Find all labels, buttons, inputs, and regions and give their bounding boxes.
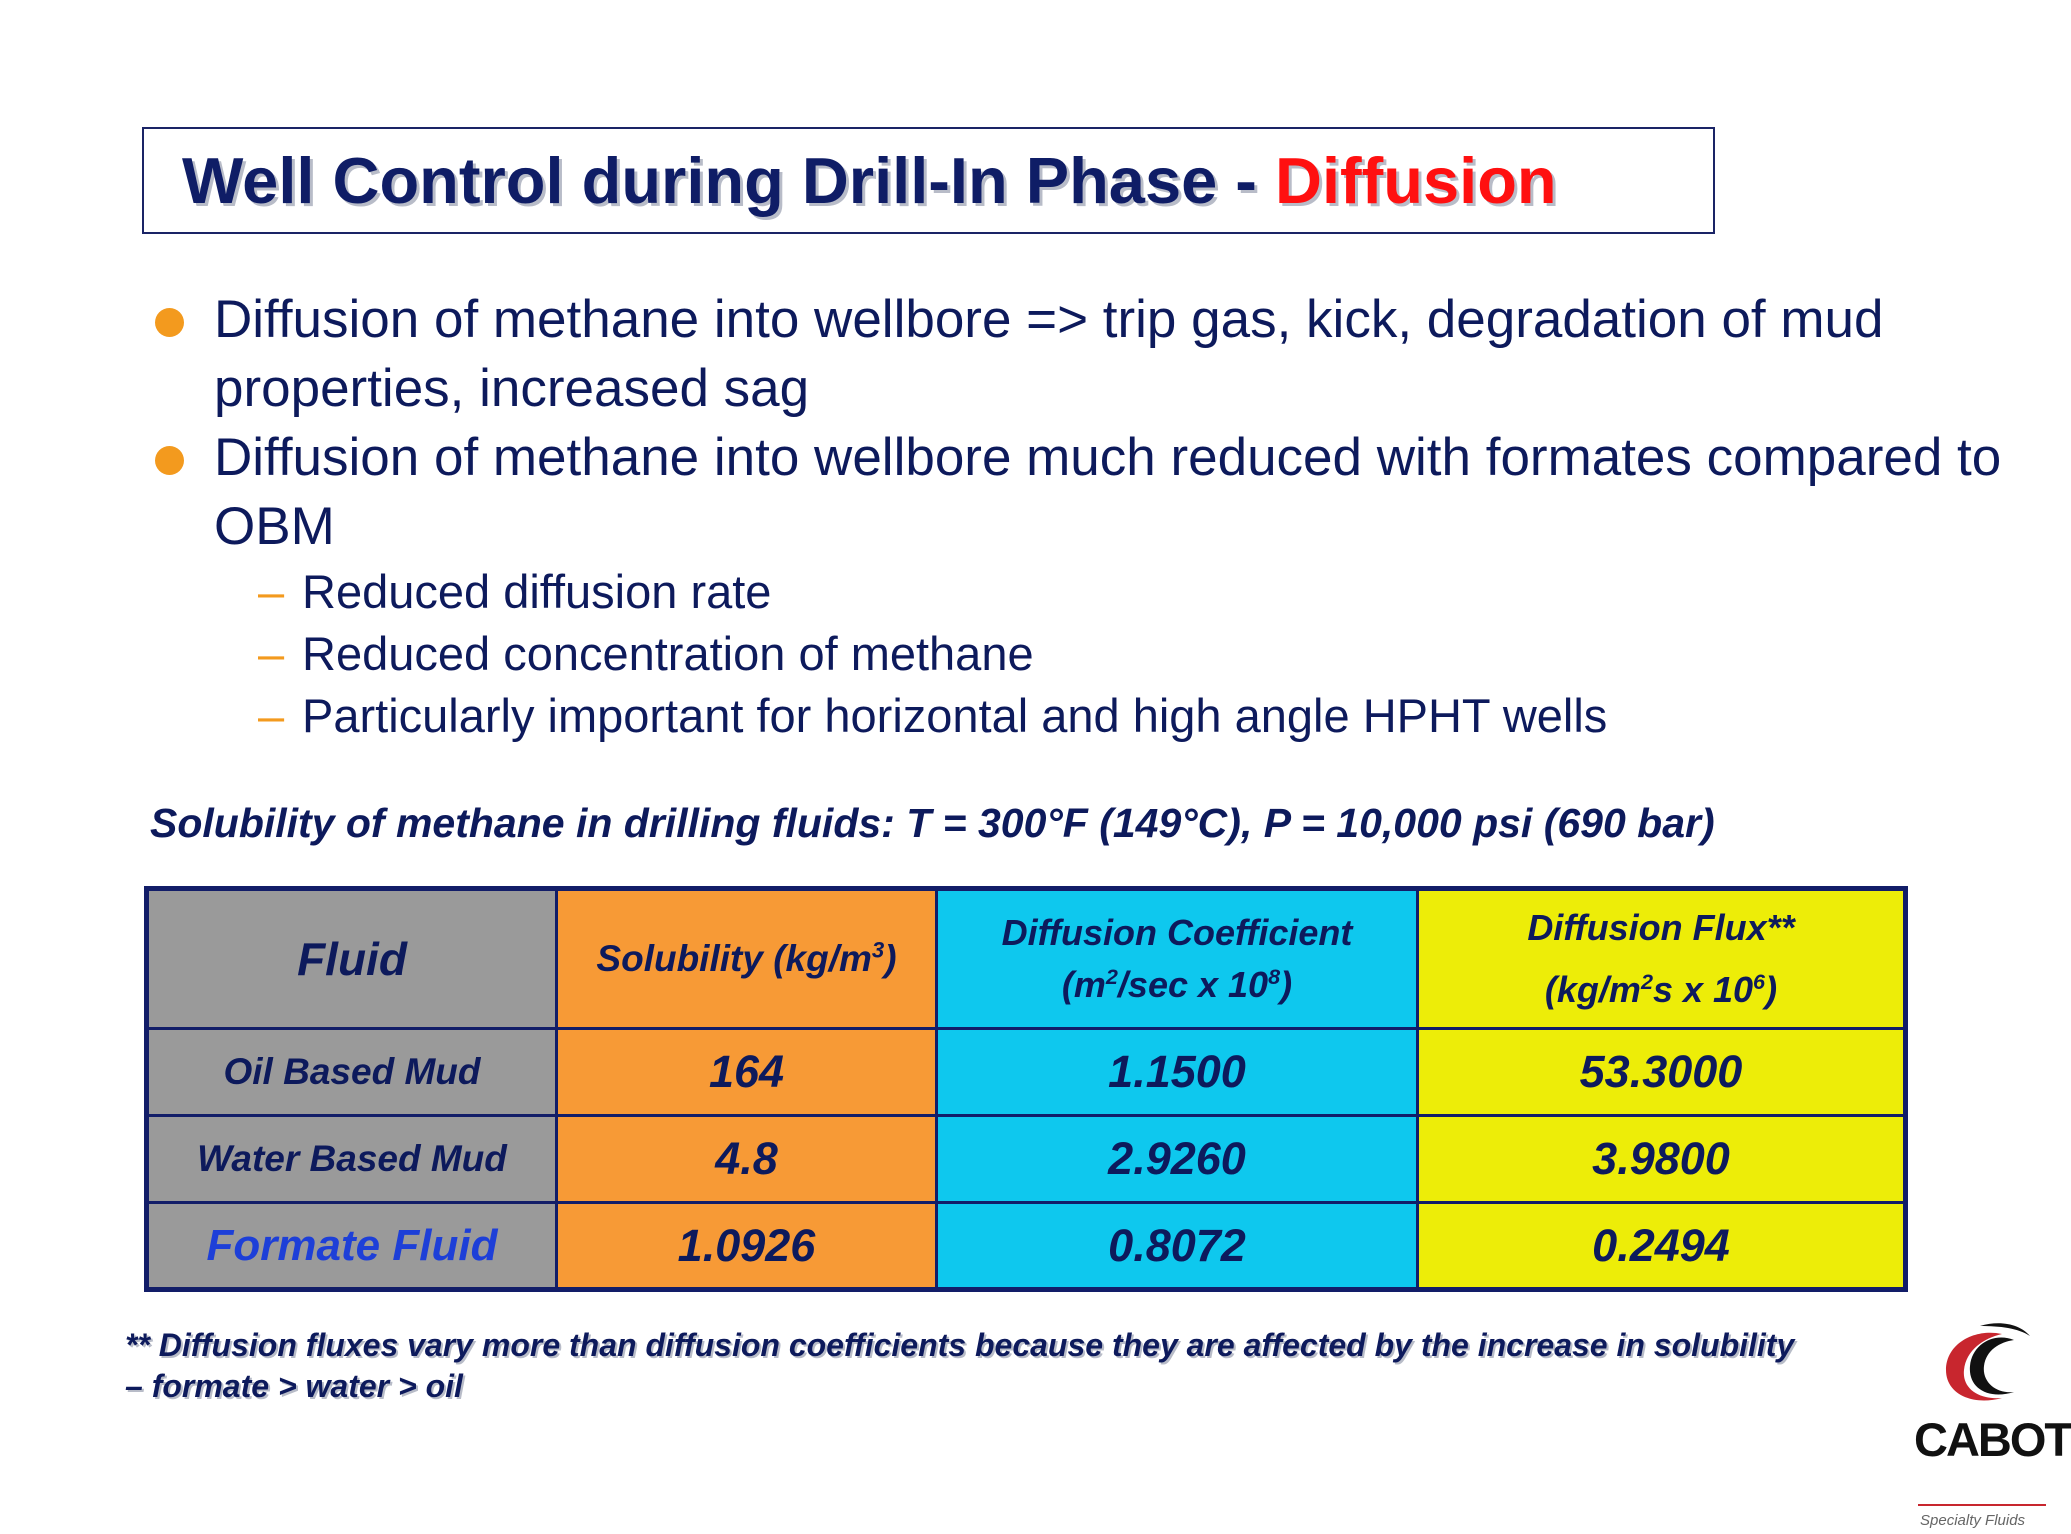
- cell-diffusion-coefficient: 1.1500: [937, 1029, 1418, 1116]
- header-solubility: [557, 889, 937, 1029]
- logo-wordmark: CABOT: [1914, 1413, 2071, 1466]
- cell-diffusion-flux: 3.9800: [1418, 1116, 1906, 1203]
- header-diffusion-coefficient-line1: Diffusion Coefficient: [1001, 912, 1353, 953]
- cell-fluid: Water Based Mud: [147, 1116, 557, 1203]
- sub-bullet-item: [258, 623, 2010, 685]
- flux-b: s x 10: [1652, 969, 1754, 1010]
- header-diffusion-flux: [1418, 889, 1906, 1029]
- bullet-text: Diffusion of methane into wellbore much reduced with formates compared to OBM: [214, 428, 2002, 556]
- sub-bullet-item: [258, 685, 2010, 747]
- dash-icon: –: [258, 565, 285, 618]
- bullet-text: Diffusion of methane into wellbore => trip gas, kick, degradation of mud properties, increased sag: [214, 290, 1884, 418]
- header-diffusion-flux-line1: Diffusion Flux**: [1527, 907, 1795, 948]
- cell-fluid: Formate Fluid: [147, 1203, 557, 1290]
- solubility-table: [144, 886, 1908, 1292]
- diffcoef-a: (m: [1061, 964, 1106, 1005]
- slide-title: [182, 143, 1557, 218]
- cabot-logo: [1910, 1318, 2071, 1534]
- table-row: [147, 1116, 1906, 1203]
- table-row: [147, 1029, 1906, 1116]
- diffcoef-c: ): [1280, 964, 1293, 1005]
- table-row: [147, 1203, 1906, 1290]
- footnote: ** Diffusion fluxes vary more than diffusion coefficients because they are affected by the increase in solubility – formate > water > oil: [125, 1327, 1795, 1404]
- bullet-list: [150, 285, 2010, 747]
- dash-icon: –: [258, 627, 285, 680]
- header-solubility-sup: 3: [871, 937, 885, 963]
- sub-bullet-text: Reduced concentration of methane: [302, 627, 1034, 680]
- header-solubility-end: ): [884, 938, 897, 979]
- table-header-row: [147, 889, 1906, 1029]
- cell-fluid: Oil Based Mud: [147, 1029, 557, 1116]
- title-main: Well Control during Drill-In Phase -: [182, 144, 1276, 217]
- cell-diffusion-flux: 53.3000: [1418, 1029, 1906, 1116]
- sub-bullet-item: [258, 561, 2010, 623]
- dash-icon: –: [258, 689, 285, 742]
- flux-a: (kg/m: [1544, 969, 1641, 1010]
- title-box: [142, 127, 1715, 234]
- sub-bullet-text: Particularly important for horizontal and high angle HPHT wells: [302, 689, 1608, 742]
- cabot-swirl-icon: [1910, 1318, 2048, 1414]
- diffcoef-b: /sec x 10: [1117, 964, 1269, 1005]
- header-diffusion-flux-line2: [1419, 964, 1903, 1016]
- table-caption: Solubility of methane in drilling fluids: T = 300°F (149°C), P = 10,000 psi (690 bar): [150, 800, 1715, 846]
- cell-solubility: 1.0926: [557, 1203, 937, 1290]
- bullet-item: [150, 423, 2010, 561]
- title-accent: Diffusion: [1275, 144, 1557, 217]
- cell-solubility: 4.8: [557, 1116, 937, 1203]
- cell-diffusion-coefficient: 2.9260: [937, 1116, 1418, 1203]
- flux-sup1: 2: [1640, 969, 1653, 994]
- logo-tagline: Specialty Fluids: [1920, 1512, 2026, 1529]
- flux-c: ): [1765, 969, 1778, 1010]
- sub-bullet-text: Reduced diffusion rate: [302, 565, 772, 618]
- cell-solubility: 164: [557, 1029, 937, 1116]
- sub-bullet-list: [258, 561, 2010, 747]
- cell-diffusion-coefficient: 0.8072: [937, 1203, 1418, 1290]
- header-diffusion-coefficient: [937, 889, 1418, 1029]
- cell-diffusion-flux: 0.2494: [1418, 1203, 1906, 1290]
- header-fluid: Fluid: [147, 889, 557, 1029]
- bullet-dot-icon: [155, 446, 184, 475]
- diffcoef-sup2: 8: [1268, 964, 1281, 989]
- flux-sup2: 6: [1753, 969, 1766, 994]
- bullet-dot-icon: [155, 308, 184, 337]
- header-solubility-text: Solubility (kg/m: [596, 938, 872, 979]
- diffcoef-sup1: 2: [1105, 964, 1118, 989]
- header-diffusion-coefficient-line2: [938, 959, 1416, 1011]
- logo-divider: [1918, 1504, 2046, 1506]
- bullet-item: [150, 285, 2010, 423]
